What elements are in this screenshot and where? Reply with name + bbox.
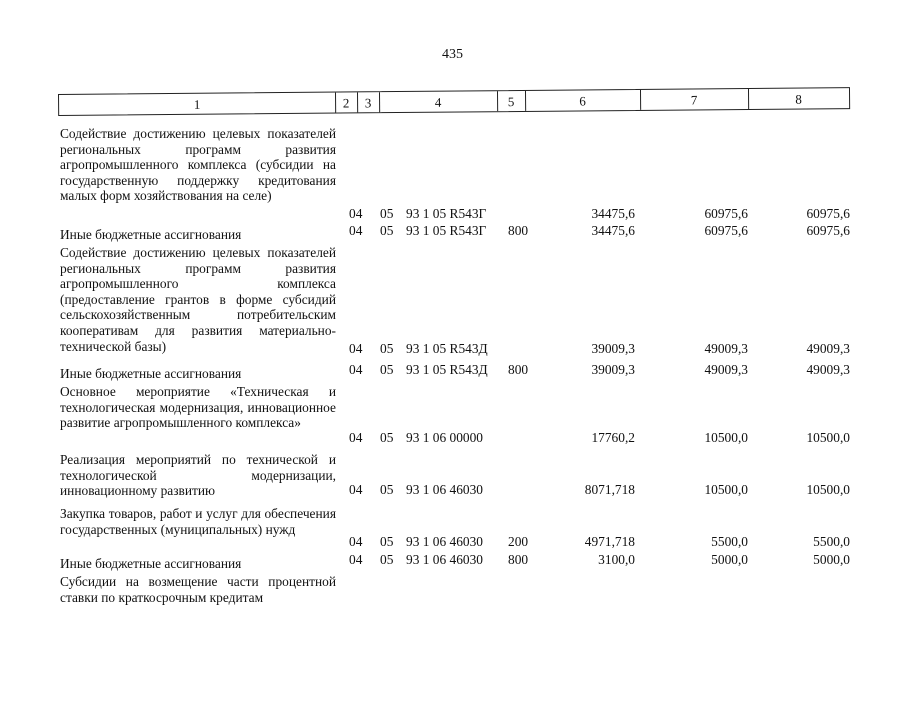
row-code: 93 1 06 46030 [406, 482, 483, 497]
row-type: 800 [508, 223, 529, 238]
row-section: 04 [349, 534, 363, 549]
row-section: 04 [349, 430, 363, 445]
row-subsection: 05 [380, 362, 394, 377]
row-code: 93 1 06 00000 [406, 430, 483, 445]
row-amount-8: 49009,3 [806, 362, 850, 377]
row-amount-8: 49009,3 [806, 341, 850, 356]
header-col-7: 7 [690, 92, 698, 108]
row-amount-7: 60975,6 [704, 223, 748, 238]
row-amount-6: 39009,3 [591, 362, 635, 377]
row-amount-8: 10500,0 [806, 430, 850, 445]
row-type: 800 [508, 552, 529, 567]
row-values [60, 362, 850, 378]
table-header [58, 87, 850, 116]
row-description: Содействие достижению целевых показателей региональных программ развития агропромышленного комплекса (предоставление грантов в форме субсидий сельскохозяйственным потребительским кооперативам для развития материально-технической базы) [60, 245, 336, 354]
row-code: 93 1 05 R543Д [406, 362, 488, 377]
row-amount-6: 39009,3 [591, 341, 635, 356]
row-description: Иные бюджетные ассигнования [60, 556, 242, 571]
row-subsection: 05 [380, 482, 394, 497]
row-section: 04 [349, 206, 363, 221]
row-code: 93 1 05 R543Г [406, 206, 487, 221]
header-col-4: 4 [434, 94, 442, 110]
row-amount-6: 3100,0 [598, 552, 635, 567]
row-amount-8: 10500,0 [806, 482, 850, 497]
row-amount-7: 49009,3 [704, 341, 748, 356]
row-amount-6: 34475,6 [591, 206, 635, 221]
row-amount-6: 4971,718 [584, 534, 635, 549]
row-code: 93 1 06 46030 [406, 534, 483, 549]
row-amount-8: 60975,6 [806, 206, 850, 221]
row-subsection: 05 [380, 534, 394, 549]
row-amount-8: 60975,6 [806, 223, 850, 238]
row-values [60, 552, 850, 568]
row-description: Закупка товаров, работ и услуг для обеспечения государственных (муниципальных) нужд [60, 506, 336, 537]
table-row [60, 574, 850, 714]
row-amount-7: 60975,6 [704, 206, 748, 221]
row-code: 93 1 05 R543Г [406, 223, 487, 238]
row-section: 04 [349, 341, 363, 356]
row-subsection: 05 [380, 341, 394, 356]
row-amount-7: 10500,0 [704, 430, 748, 445]
row-description: Иные бюджетные ассигнования [60, 366, 242, 381]
row-subsection: 05 [380, 206, 394, 221]
row-amount-6: 34475,6 [591, 223, 635, 238]
row-values [60, 482, 850, 498]
row-amount-8: 5500,0 [813, 534, 850, 549]
row-subsection: 05 [380, 430, 394, 445]
row-section: 04 [349, 223, 363, 238]
header-col-2: 2 [342, 95, 350, 111]
row-amount-6: 8071,718 [584, 482, 635, 497]
row-values [60, 206, 850, 222]
row-section: 04 [349, 362, 363, 377]
page-number: 435 [442, 47, 463, 62]
row-amount-7: 49009,3 [704, 362, 748, 377]
row-type: 800 [508, 362, 529, 377]
header-col-3: 3 [364, 95, 372, 111]
row-description: Содействие достижению целевых показателей региональных программ развития агропромышленного комплекса (субсидии на государственную поддержку кредитования малых форм хозяйствования на селе) [60, 126, 336, 204]
row-amount-7: 10500,0 [704, 482, 748, 497]
row-section: 04 [349, 552, 363, 567]
row-amount-6: 17760,2 [591, 430, 635, 445]
row-values [60, 341, 850, 357]
row-amount-7: 5500,0 [711, 534, 748, 549]
row-section: 04 [349, 482, 363, 497]
header-col-5: 5 [507, 94, 515, 110]
row-amount-8: 5000,0 [813, 552, 850, 567]
row-values [60, 223, 850, 239]
header-col-6: 6 [579, 93, 586, 109]
row-description: Субсидии на возмещение части процентной ставки по краткосрочным кредитам [60, 574, 336, 605]
row-subsection: 05 [380, 552, 394, 567]
row-values [60, 430, 850, 446]
row-description: Реализация мероприятий по технической и технологической модернизации, инновационному развитию [60, 452, 336, 499]
row-subsection: 05 [380, 223, 394, 238]
row-code: 93 1 06 46030 [406, 552, 483, 567]
row-description: Иные бюджетные ассигнования [60, 227, 242, 242]
row-description: Основное мероприятие «Техническая и технологическая модернизация, инновационное развитие агропромышленного комплекса» [60, 384, 336, 431]
row-amount-7: 5000,0 [711, 552, 748, 567]
row-values [60, 534, 850, 550]
header-col-8: 8 [795, 91, 802, 107]
row-type: 200 [508, 534, 529, 549]
header-col-1: 1 [193, 96, 201, 112]
row-code: 93 1 05 R543Д [406, 341, 488, 356]
